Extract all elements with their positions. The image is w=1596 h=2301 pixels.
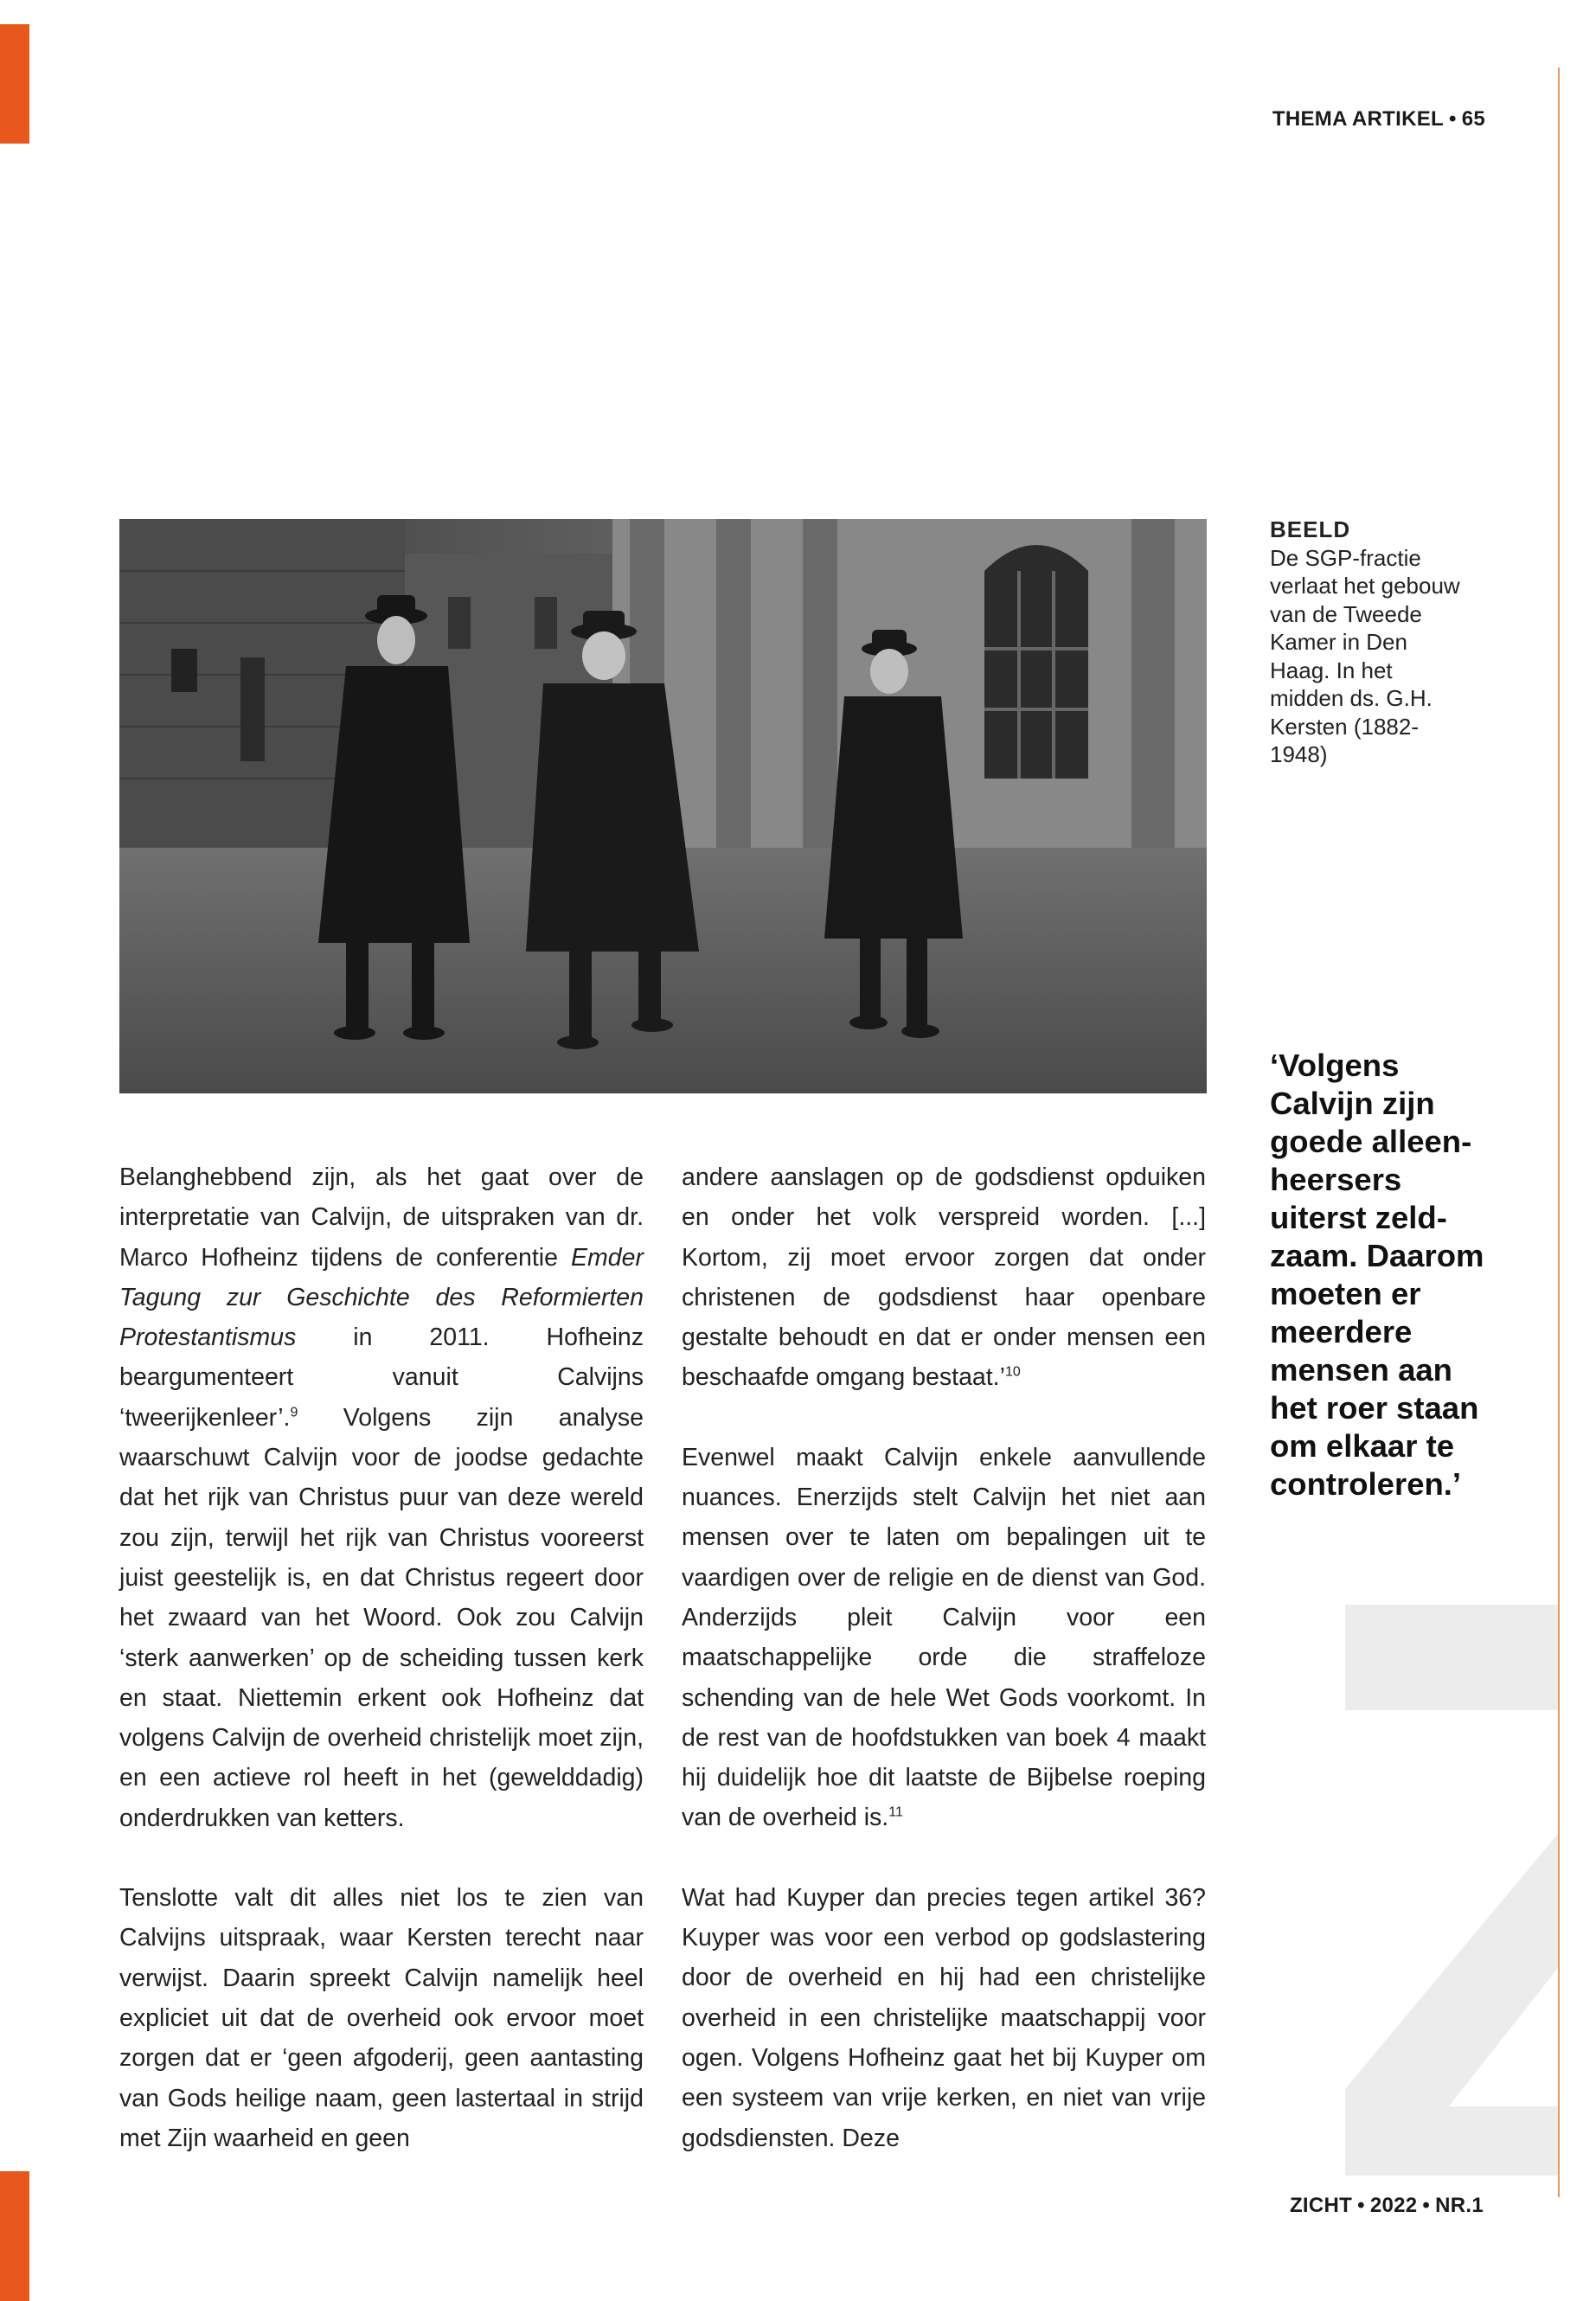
page-number: 65 xyxy=(1461,107,1485,131)
paragraph: Wat had Kuyper dan precies tegen artikel 36? Kuyper was voor een verbod op godslastering door de overheid en hij had een christelijke overheid in een christelijke maatschappij voor ogen. Volgens Hofheinz gaat het bij Kuyper om een systeem van vrije kerken, en niet van vrije godsdiensten. Deze xyxy=(682,1883,1206,2152)
paragraph xyxy=(682,1438,1206,1838)
running-footer xyxy=(1290,2194,1484,2218)
orange-edge-tab-bottom xyxy=(0,2171,29,2301)
magazine-name: ZICHT xyxy=(1289,2194,1353,2217)
caption-label: BEELD xyxy=(1270,516,1351,542)
footer-separator: • xyxy=(1357,2194,1365,2217)
text-run: andere aanslagen op de godsdienst opduiken en onder het volk verspreid worden. [...] Kortom, zij moet ervoor zorgen dat onder christenen de godsdienst haar openbare gestalte behoudt en dat er onder mensen een beschaafde omgang bestaat.’ xyxy=(682,1163,1206,1392)
paragraph: Tenslotte valt dit alles niet los te zien van Calvijns uitspraak, waar Kersten terecht naar verwijst. Daarin spreekt Calvijn namelijk heel expliciet uit dat de overheid ook ervoor moet zorgen dat er ‘geen afgoderij, geen aantasting van Gods heilige naam, geen lastertaal in strijd met Zijn waarheid en geen xyxy=(119,1884,644,2152)
body-column-right xyxy=(682,1157,1206,2158)
footnote-ref: 11 xyxy=(888,1804,903,1820)
body-column-left xyxy=(119,1157,644,2158)
paragraph xyxy=(682,1157,1206,1398)
vertical-rule xyxy=(1558,67,1560,2197)
text-run: Volgens zijn analyse waarschuwt Calvijn voor de joodse gedachte dat het rijk van Christus puur van deze wereld zou zijn, terwijl het rijk van Christus vooreerst juist geestelijk is, en dat Christus regeert door het zwaard van het Woord. Ook zou Calvijn ‘sterk aanwerken’ op de scheiding tussen kerk en staat. Niettemin erkent ook Hofheinz dat volgens Calvijn de overheid christelijk moet zijn, en een actieve rol heeft in het (gewelddadig) onderdrukken van ketters. xyxy=(119,1403,644,1832)
text-run: in 2011. Hofheinz beargumenteert vanuit Calvijns ‘tweerijkenleer’. xyxy=(119,1324,644,1432)
historic-photo-icon xyxy=(119,519,1207,1093)
pull-quote: ‘Volgens Calvijn zijn goede alleenheersers uiterst zeldzaam. Daarom moeten er meerdere mensen aan het roer staan om elkaar te controleren.’ xyxy=(1270,1048,1484,1502)
footer-separator: • xyxy=(1422,2194,1431,2217)
header-separator: • xyxy=(1449,107,1457,131)
italic-title: Emder Tagung zur Geschichte des Reformierten Protestantismus xyxy=(119,1243,644,1352)
decorative-numeral-icon xyxy=(1345,1605,1558,2176)
issue-year: 2022 xyxy=(1369,2194,1418,2217)
caption-text: De SGP-fractie verlaat het gebouw van de Tweede Kamer in Den Haag. In het midden ds. G.H. Kersten (1882-1948) xyxy=(1270,544,1460,767)
text-run: Belanghebbend zijn, als het gaat over de interpretatie van Calvijn, de uitspraken van dr. Marco Hofheinz tijdens de conferentie xyxy=(119,1163,644,1272)
section-title: THEMA ARTIKEL xyxy=(1272,107,1444,131)
text-run: Evenwel maakt Calvijn enkele aanvullende nuances. Enerzijds stelt Calvijn het niet aan mensen over te laten om bepalingen uit te vaardigen over de religie en de dienst van God. Anderzijds pleit Calvijn voor een maatschappelijke orde die straffeloze schending van de hele Wet Gods voorkomt. In de rest van de hoofdstukken van boek 4 maakt hij duidelijk hoe dit laatste de Bijbelse roeping van de overheid is. xyxy=(682,1443,1206,1832)
running-header xyxy=(1272,107,1485,131)
issue-number: NR.1 xyxy=(1435,2194,1484,2217)
paragraph xyxy=(119,1157,644,1838)
orange-edge-tab-top xyxy=(0,24,29,144)
photo-caption xyxy=(1270,516,1469,769)
article-photo xyxy=(119,519,1207,1093)
footnote-ref: 9 xyxy=(290,1405,298,1420)
footnote-ref: 10 xyxy=(1004,1364,1021,1380)
